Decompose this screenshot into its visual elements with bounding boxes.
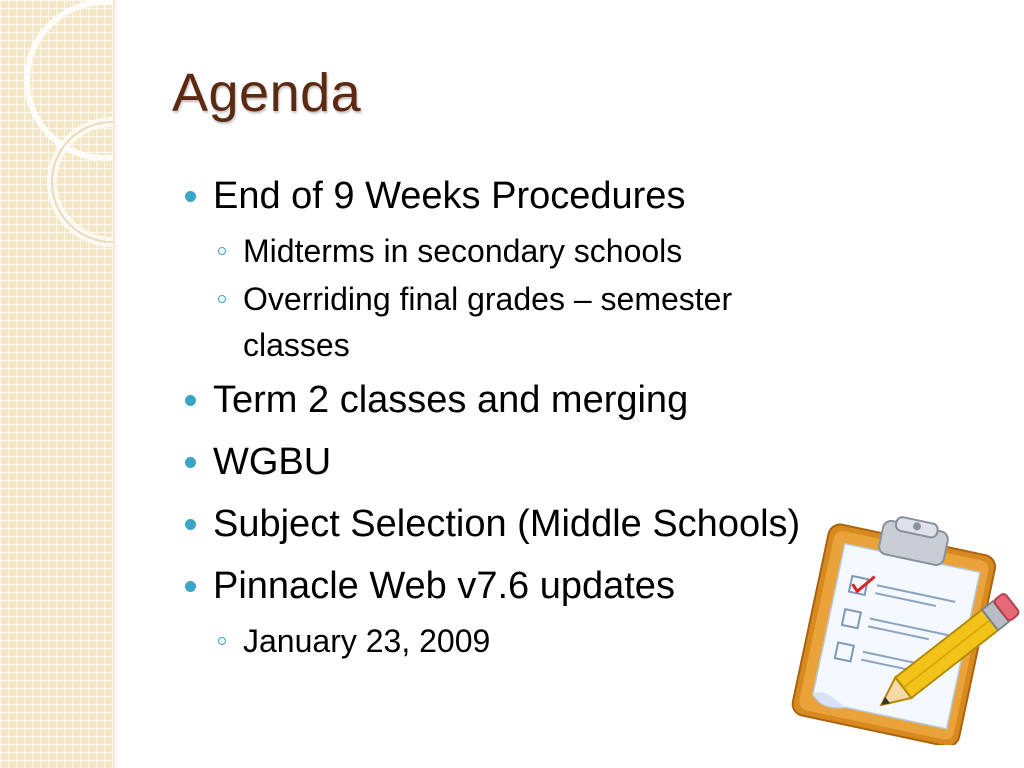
clipboard-checklist-icon — [770, 510, 1020, 745]
bullet-end-of-9-weeks: End of 9 Weeks Procedures — [185, 170, 905, 222]
sidebar-edge — [113, 0, 117, 768]
slide-title: Agenda — [172, 63, 362, 123]
sub-bullet-midterms: Midterms in secondary schools — [185, 228, 905, 274]
bullet-subject-selection: Subject Selection (Middle Schools) — [185, 498, 905, 550]
decorative-sidebar — [0, 0, 114, 768]
decorative-rings — [0, 0, 114, 260]
bullet-wgbu: WGBU — [185, 436, 905, 488]
sub-bullet-overriding-grades: Overriding final grades – semester classes — [185, 276, 803, 368]
bullet-pinnacle-web: Pinnacle Web v7.6 updates — [185, 560, 905, 612]
sub-bullet-date: January 23, 2009 — [185, 618, 905, 664]
bullet-term-2: Term 2 classes and merging — [185, 374, 905, 426]
